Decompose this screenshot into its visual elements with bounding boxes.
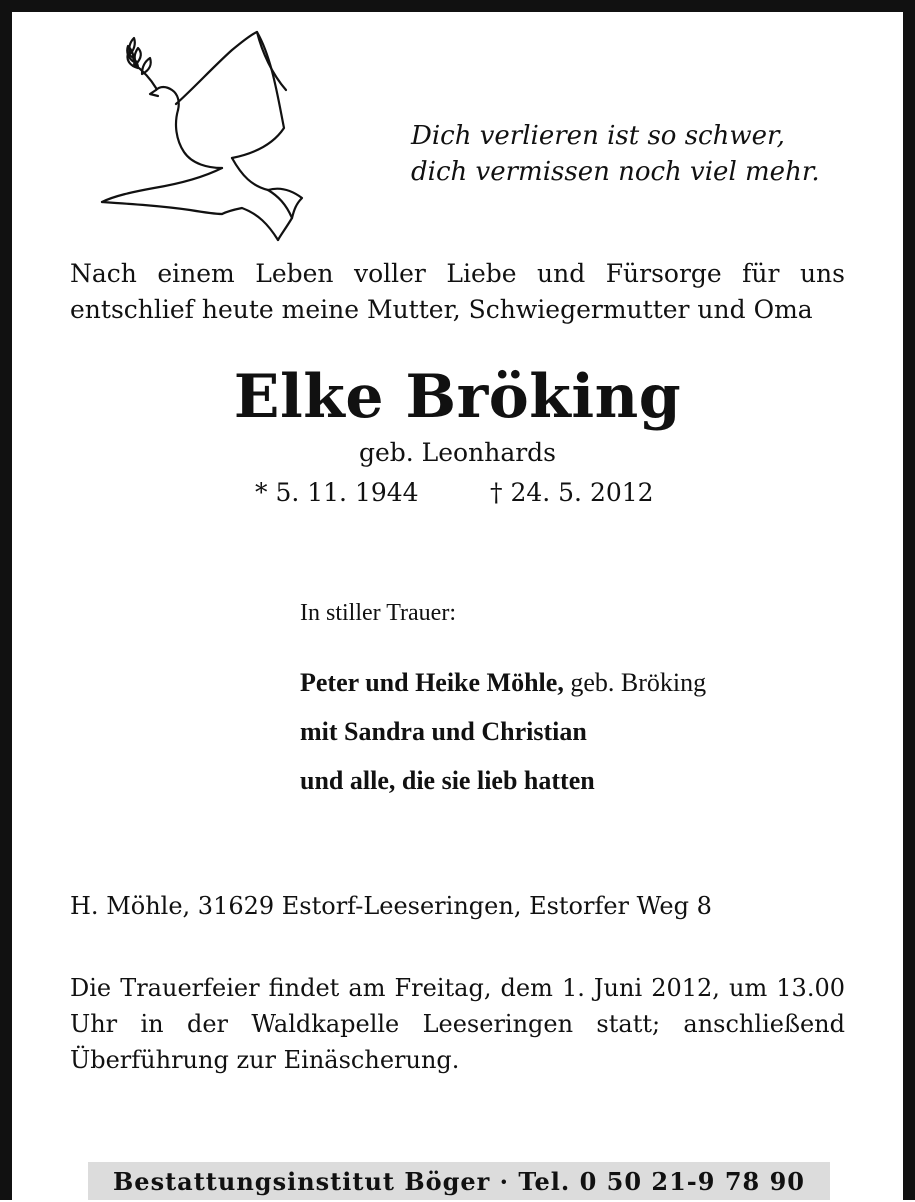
epitaph-quote xyxy=(411,118,820,190)
mourner-line xyxy=(300,668,706,698)
service-details: Die Trauerfeier findet am Freitag, dem 1. Juni 2012, um 13.00 Uhr in der Waldkapelle Leeseringen statt; anschließend Überführung zur Einäscherung. xyxy=(70,974,845,1074)
contact-address: H. Möhle, 31629 Estorf-Leeseringen, Estorfer Weg 8 xyxy=(70,892,712,920)
quote-line: dich vermissen noch viel mehr. xyxy=(411,157,820,187)
quote-line: Dich verlieren ist so schwer, xyxy=(411,121,785,151)
mourner-maiden-note: geb. Bröking xyxy=(563,668,707,697)
mourner-names: Peter und Heike Möhle, xyxy=(300,668,564,697)
death-date: † 24. 5. 2012 xyxy=(490,478,654,507)
maiden-name: geb. Leonhards xyxy=(358,438,557,467)
mourner-line: mit Sandra und Christian xyxy=(300,717,587,746)
mourner-line: und alle, die sie lieb hatten xyxy=(300,766,595,795)
funeral-home-footer: Bestattungsinstitut Böger · Tel. 0 50 21-9 78 90 xyxy=(88,1162,830,1200)
mourners-heading: In stiller Trauer: xyxy=(300,600,456,626)
dove-icon xyxy=(72,28,312,243)
deceased-name: Elke Bröking xyxy=(233,362,682,432)
birth-date: * 5. 11. 1944 xyxy=(255,478,419,507)
intro-text: Nach einem Leben voller Liebe und Fürsorge für uns entschlief heute meine Mutter, Schwiegermutter und Oma xyxy=(70,259,845,324)
